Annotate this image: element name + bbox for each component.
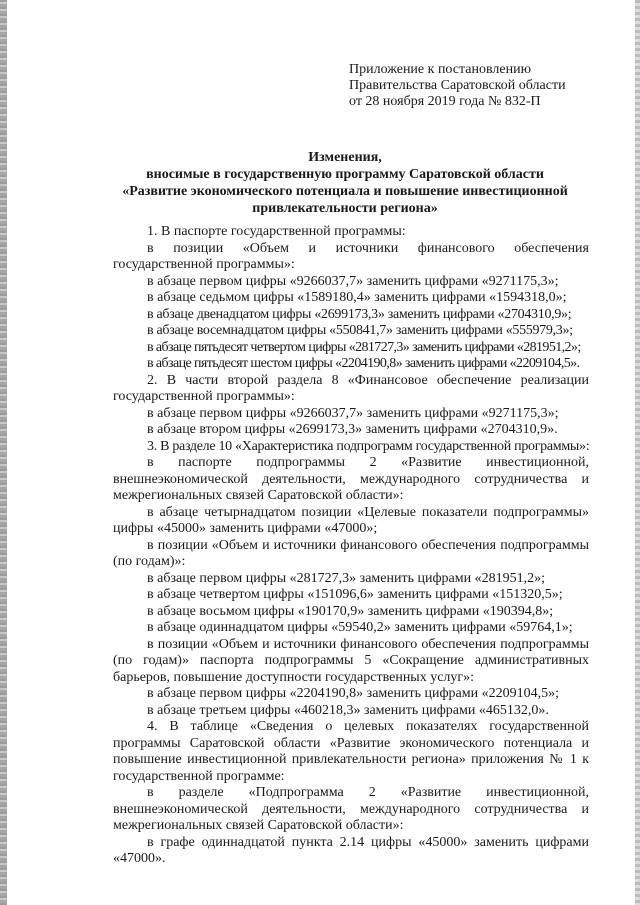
paragraph: в абзаце четырнадцатом позиции «Целевые показатели подпрограммы» цифры «45000» заменить цифрами «47000»; xyxy=(113,504,589,536)
paragraph: в абзаце седьмом цифры «1589180,4» заменить цифрами «1594318,0»; xyxy=(147,290,567,305)
paragraph: в абзаце двенадцатом цифры «2699173,3» заменить цифрами «2704310,9»; xyxy=(147,306,572,322)
paragraph: в абзаце первом цифры «9266037,7» заменить цифрами «9271175,3»; xyxy=(147,273,559,289)
paragraph: в паспорте подпрограммы 2 «Развитие инвестиционной, внешнеэкономической деятельности, международного сотрудничества и межрегиональных связей Саратовской области»: xyxy=(113,455,589,503)
document-title xyxy=(100,149,590,217)
title-line: вносимые в государственную программу Саратовской области xyxy=(146,167,544,182)
paragraph: в позиции «Объем и источники финансового обеспечения подпрограммы (по годам)» паспорта подпрограммы 5 «Сокращение административных барьеров, повышение доступности государственных услуг»: xyxy=(113,636,589,685)
paragraph: в абзаце восьмом цифры «190170,9» заменить цифрами «190394,8»; xyxy=(147,603,554,619)
paragraph: в абзаце третьем цифры «460218,3» заменить цифрами «465132,0». xyxy=(147,702,549,718)
appendix-header xyxy=(349,62,566,110)
appendix-line: Правительства Саратовской области xyxy=(349,78,566,93)
appendix-line: от 28 ноября 2019 года № 832-П xyxy=(349,94,541,109)
paragraph: в абзаце восемнадцатом цифры «550841,7» заменить цифрами «555979,3»; xyxy=(147,323,573,338)
scan-edge-left xyxy=(0,0,7,905)
paragraph: в абзаце первом цифры «281727,3» заменить цифрами «281951,2»; xyxy=(147,570,545,586)
scan-edge-right xyxy=(635,0,640,905)
document-body xyxy=(113,224,589,868)
paragraph: в абзаце первом цифры «9266037,7» заменить цифрами «9271175,3»; xyxy=(147,405,559,421)
paragraph: в позиции «Объем и источники финансового обеспечения подпрограммы (по годам)»: xyxy=(113,537,589,569)
title-line: привлекательности региона» xyxy=(252,201,438,216)
paragraph: в абзаце одиннадцатом цифры «59540,2» заменить цифрами «59764,1»; xyxy=(147,620,573,635)
paragraph: 3. В разделе 10 «Характеристика подпрограмм государственной программы»: xyxy=(147,438,590,454)
paragraph: 2. В части второй раздела 8 «Финансовое обеспечение реализации государственной программы»: xyxy=(113,372,589,404)
paragraph: в абзаце пятьдесят четвертом цифры «281727,3» заменить цифрами «281951,2»; xyxy=(147,339,581,355)
paragraph: в абзаце втором цифры «2699173,3» заменить цифрами «2704310,9». xyxy=(147,422,558,437)
paragraph: в абзаце пятьдесят шестом цифры «2204190,8» заменить цифрами «2209104,5». xyxy=(147,356,580,371)
paragraph: 1. В паспорте государственной программы: xyxy=(147,224,406,239)
title-line: Изменения, xyxy=(308,150,382,165)
paragraph: в абзаце первом цифры «2204190,8» заменить цифрами «2209104,5»; xyxy=(147,686,559,701)
paragraph: в графе одиннадцатой пункта 2.14 цифры «45000» заменить цифрами «47000». xyxy=(113,834,589,866)
paragraph: в абзаце четвертом цифры «151096,6» заменить цифрами «151320,5»; xyxy=(147,587,563,602)
paragraph: 4. В таблице «Сведения о целевых показателях государственной программы Саратовской области «Развитие экономического потенциала и повышение инвестиционной привлекательности региона» приложения № 1 к государственной программе: xyxy=(113,719,589,784)
title-line: «Развитие экономического потенциала и повышение инвестиционной xyxy=(122,184,568,199)
appendix-line: Приложение к постановлению xyxy=(349,62,532,77)
paragraph: в позиции «Объем и источники финансового обеспечения государственной программы»: xyxy=(113,240,589,272)
paragraph: в разделе «Подпрограмма 2 «Развитие инвестиционной, внешнеэкономической деятельности, международного сотрудничества и межрегиональных связей Саратовской области»: xyxy=(113,785,589,833)
